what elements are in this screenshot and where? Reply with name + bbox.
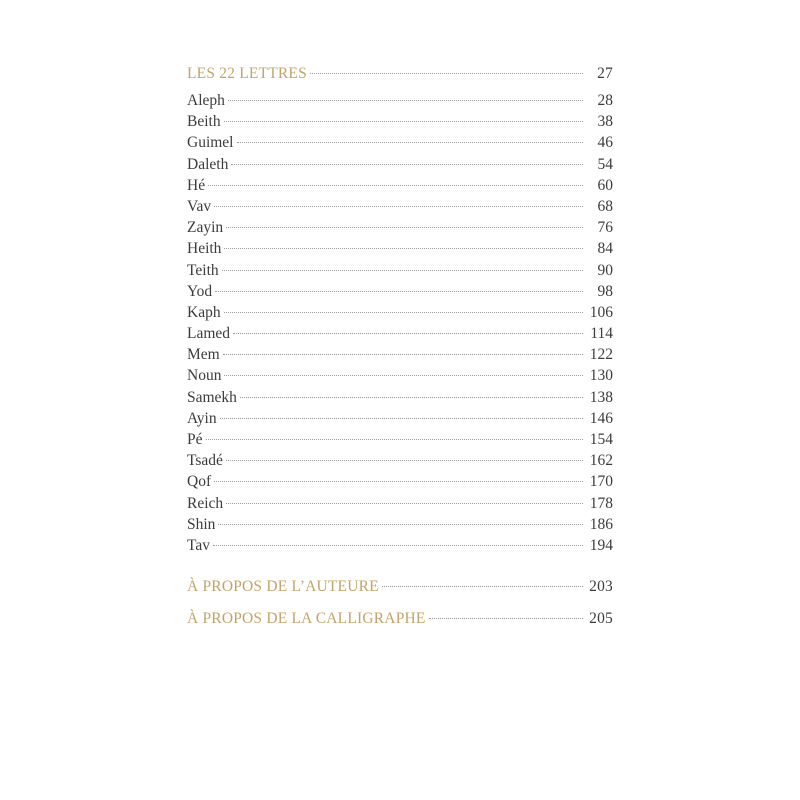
toc-entry-label: Tav bbox=[187, 536, 211, 554]
dot-leader bbox=[214, 481, 583, 482]
toc-page-number: 60 bbox=[597, 176, 613, 194]
toc-page-number: 54 bbox=[597, 155, 613, 173]
toc-entry-aleph bbox=[187, 90, 613, 111]
toc-entry-shin bbox=[187, 514, 613, 535]
toc-entry-qof bbox=[187, 471, 613, 492]
toc-section-les-22-lettres bbox=[187, 63, 613, 84]
toc-entry-vav bbox=[187, 196, 613, 217]
toc-entry-daleth bbox=[187, 154, 613, 175]
toc-entry-pe bbox=[187, 429, 613, 450]
toc-entry-label: Mem bbox=[187, 346, 220, 364]
toc-entry-label: Hé bbox=[187, 176, 206, 194]
dot-leader bbox=[237, 142, 584, 143]
toc-entry-teith bbox=[187, 260, 613, 281]
dot-leader bbox=[226, 503, 583, 504]
toc-entry-label: Kaph bbox=[187, 303, 221, 321]
toc-page-number: 130 bbox=[589, 367, 613, 385]
toc-entry-he bbox=[187, 175, 613, 196]
toc-entry-label: Tsadé bbox=[187, 452, 223, 470]
toc-page-number: 138 bbox=[589, 388, 613, 406]
dot-leader bbox=[310, 73, 583, 74]
toc-entry-label: Zayin bbox=[187, 219, 224, 237]
dot-leader bbox=[228, 100, 583, 101]
toc-page-number: 28 bbox=[597, 92, 613, 109]
toc-entry-zayin bbox=[187, 217, 613, 238]
toc-section-label: LES 22 LETTRES bbox=[187, 65, 307, 82]
dot-leader bbox=[213, 545, 583, 546]
toc-entry-tav bbox=[187, 535, 613, 556]
toc-entry-label: Vav bbox=[187, 197, 212, 215]
toc-entry-lamed bbox=[187, 323, 613, 344]
toc-entry-label: Guimel bbox=[187, 134, 234, 152]
toc-entry-label: Shin bbox=[187, 515, 216, 533]
toc-page-number: 178 bbox=[589, 494, 613, 512]
toc-entry-noun bbox=[187, 365, 613, 386]
dot-leader bbox=[233, 333, 583, 334]
toc-page-number: 84 bbox=[597, 240, 613, 258]
toc-entry-label: Noun bbox=[187, 367, 222, 385]
toc-entry-label: Beith bbox=[187, 113, 221, 131]
dot-leader bbox=[224, 121, 583, 122]
toc-entry-label: Teith bbox=[187, 261, 219, 279]
dot-leader bbox=[208, 185, 583, 186]
dot-leader bbox=[223, 354, 583, 355]
dot-leader bbox=[226, 460, 583, 461]
dot-leader bbox=[218, 524, 583, 525]
toc-entry-samekh bbox=[187, 387, 613, 408]
toc-page-number: 46 bbox=[597, 134, 613, 152]
toc-page-number: 76 bbox=[597, 219, 613, 237]
dot-leader bbox=[429, 618, 583, 619]
toc-entry-label: Pé bbox=[187, 431, 203, 448]
toc-page-number: 114 bbox=[590, 325, 613, 343]
toc-section-about-author bbox=[187, 576, 613, 597]
dot-leader bbox=[226, 227, 583, 228]
toc-entry-label: Qof bbox=[187, 473, 212, 491]
toc-page-number: 90 bbox=[597, 261, 613, 279]
dot-leader bbox=[224, 375, 583, 376]
toc-page-number: 27 bbox=[597, 65, 613, 82]
toc-page-number: 186 bbox=[589, 515, 613, 533]
toc-entry-label: Yod bbox=[187, 282, 213, 300]
toc-entry-guimel bbox=[187, 132, 613, 153]
toc-page-number: 38 bbox=[597, 113, 613, 131]
toc-section-label: À PROPOS DE L’AUTEURE bbox=[187, 578, 379, 596]
toc-page-number: 146 bbox=[589, 409, 613, 427]
toc-page-number: 170 bbox=[589, 473, 613, 491]
dot-leader bbox=[222, 270, 583, 271]
dot-leader bbox=[206, 439, 584, 440]
toc-page-number: 194 bbox=[589, 536, 613, 554]
dot-leader bbox=[224, 248, 583, 249]
toc-entry-kaph bbox=[187, 302, 613, 323]
dot-leader bbox=[224, 312, 583, 313]
toc-entry-label: Ayin bbox=[187, 409, 217, 427]
toc-section-label: À PROPOS DE LA CALLIGRAPHE bbox=[187, 610, 426, 628]
toc-entry-heith bbox=[187, 238, 613, 259]
dot-leader bbox=[220, 418, 583, 419]
dot-leader bbox=[382, 586, 583, 587]
toc-page-number: 203 bbox=[589, 578, 613, 596]
toc-entry-label: Samekh bbox=[187, 388, 237, 406]
toc-page-number: 122 bbox=[589, 346, 613, 364]
dot-leader bbox=[215, 291, 583, 292]
dot-leader bbox=[214, 206, 583, 207]
toc-page-number: 68 bbox=[597, 197, 613, 215]
toc-entry-ayin bbox=[187, 408, 613, 429]
toc-page-number: 154 bbox=[589, 431, 613, 448]
toc-entry-label: Aleph bbox=[187, 92, 225, 109]
toc-page-number: 106 bbox=[589, 303, 613, 321]
toc-entry-label: Daleth bbox=[187, 155, 229, 173]
toc-entry-label: Lamed bbox=[187, 325, 231, 343]
table-of-contents bbox=[187, 63, 613, 629]
dot-leader bbox=[231, 164, 583, 165]
toc-entry-tsade bbox=[187, 450, 613, 471]
toc-page-number: 162 bbox=[589, 452, 613, 470]
toc-page-number: 98 bbox=[597, 282, 613, 300]
toc-entry-yod bbox=[187, 281, 613, 302]
toc-section-about-calligrapher bbox=[187, 608, 613, 629]
toc-entry-reich bbox=[187, 493, 613, 514]
letters-list bbox=[187, 90, 613, 556]
toc-entry-label: Heith bbox=[187, 240, 222, 258]
toc-page-number: 205 bbox=[589, 610, 613, 628]
dot-leader bbox=[240, 397, 583, 398]
toc-entry-beith bbox=[187, 111, 613, 132]
toc-entry-label: Reich bbox=[187, 494, 224, 512]
toc-entry-mem bbox=[187, 344, 613, 365]
